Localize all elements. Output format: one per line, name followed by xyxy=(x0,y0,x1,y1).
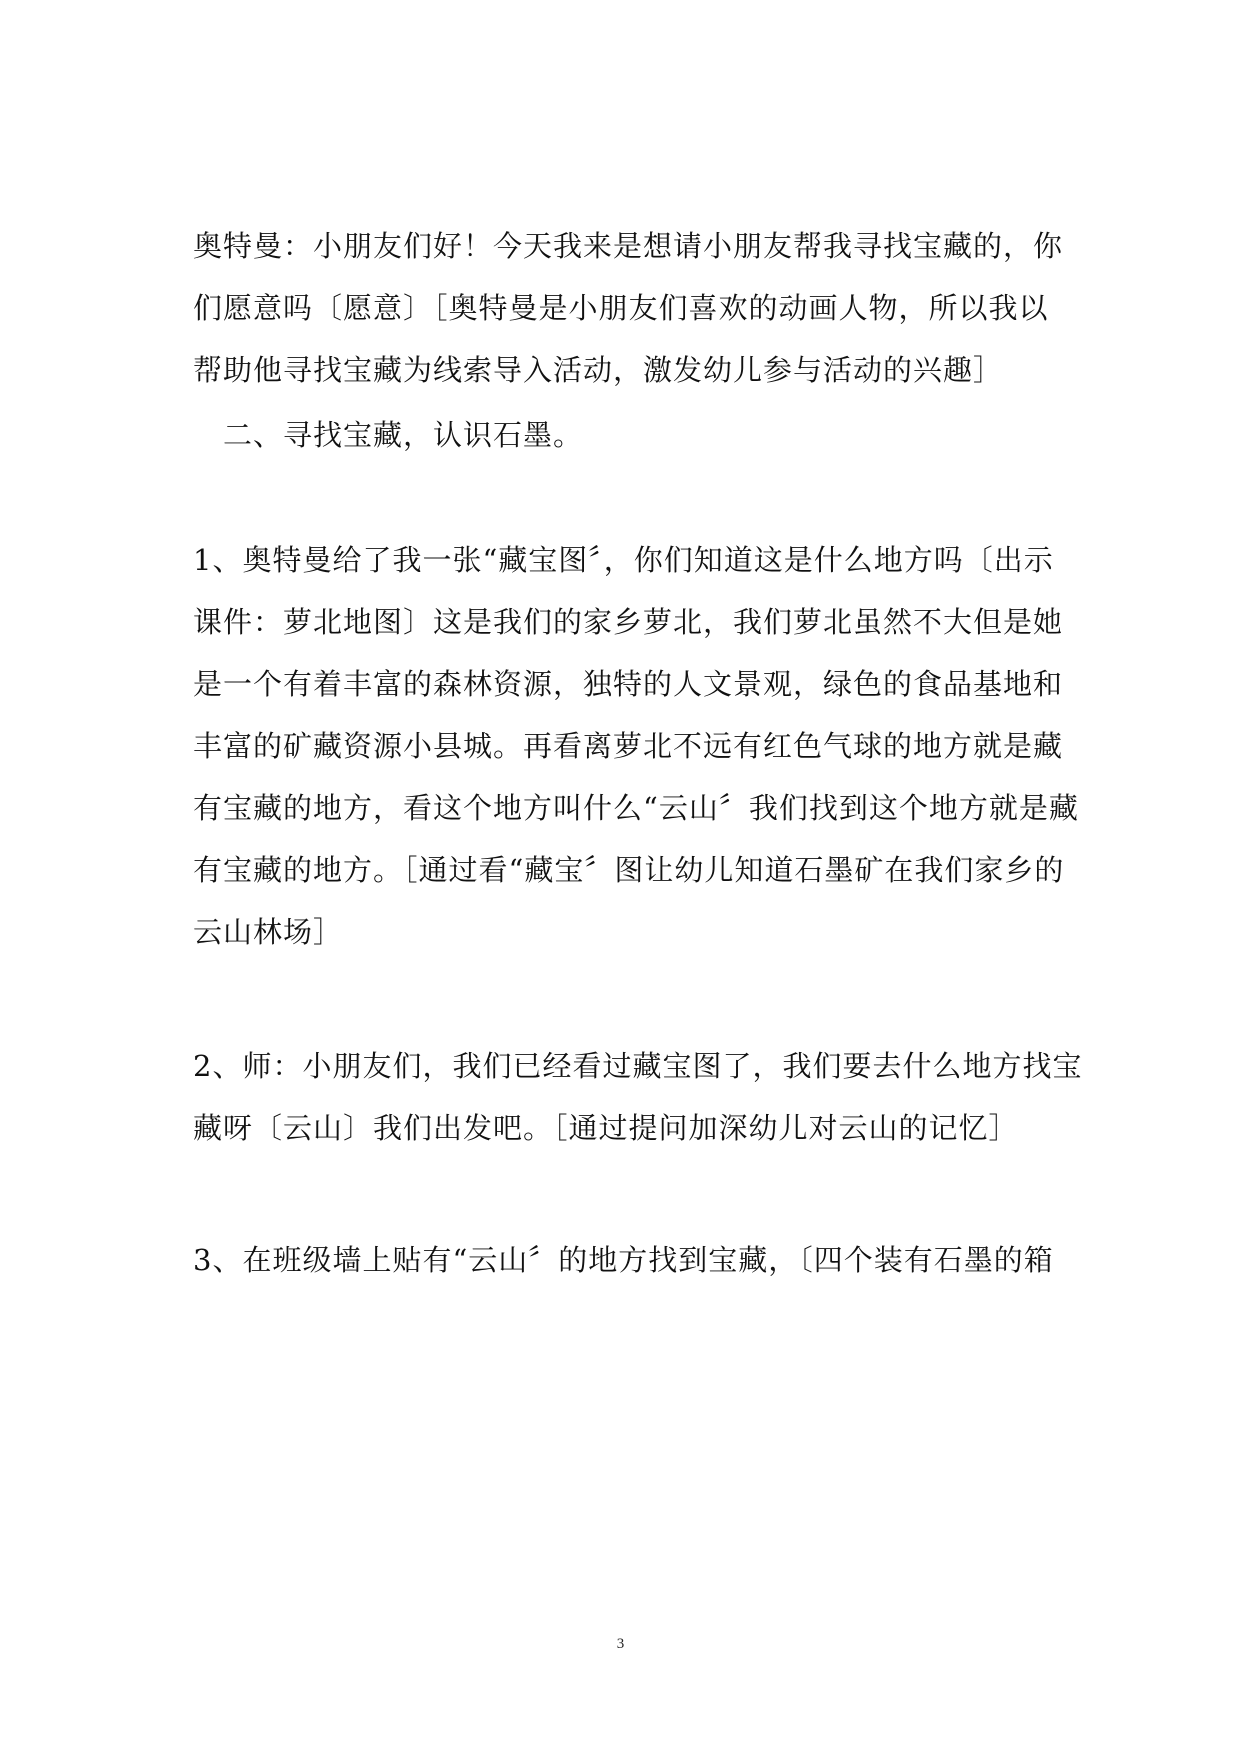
page-number: 3 xyxy=(616,1636,625,1652)
text-line: 丰富的矿藏资源小县城。再看离萝北不远有红色气球的地方就是藏 xyxy=(193,729,1064,763)
section-heading: 二、寻找宝藏，认识石墨。 xyxy=(193,418,584,452)
text-line: 云山林场］ xyxy=(193,915,344,949)
text-line: 藏呀〔云山〕我们出发吧。［通过提问加深幼儿对云山的记忆］ xyxy=(193,1111,1019,1145)
text-line: 1、奥特曼给了我一张“藏宝图〞，你们知道这是什么地方吗〔出示 xyxy=(193,543,1054,577)
text-line: 2、师：小朋友们，我们已经看过藏宝图了，我们要去什么地方找宝 xyxy=(193,1049,1083,1083)
text-line: 课件：萝北地图〕这是我们的家乡萝北，我们萝北虽然不大但是她 xyxy=(193,605,1064,639)
text-line: 奥特曼：小朋友们好！今天我来是想请小朋友帮我寻找宝藏的，你 xyxy=(193,229,1064,263)
text-line: 3、在班级墙上贴有“云山〞的地方找到宝藏，〔四个装有石墨的箱 xyxy=(193,1243,1054,1277)
text-line: 们愿意吗〔愿意〕［奥特曼是小朋友们喜欢的动画人物，所以我以 xyxy=(193,291,1049,325)
text-line: 有宝藏的地方，看这个地方叫什么“云山〞我们找到这个地方就是藏 xyxy=(193,791,1079,825)
text-line: 是一个有着丰富的森林资源，独特的人文景观，绿色的食品基地和 xyxy=(193,667,1064,701)
text-line: 帮助他寻找宝藏为线索导入活动，激发幼儿参与活动的兴趣］ xyxy=(193,353,1004,387)
text-line: 有宝藏的地方。［通过看“藏宝〞图让幼儿知道石墨矿在我们家乡的 xyxy=(193,853,1065,887)
